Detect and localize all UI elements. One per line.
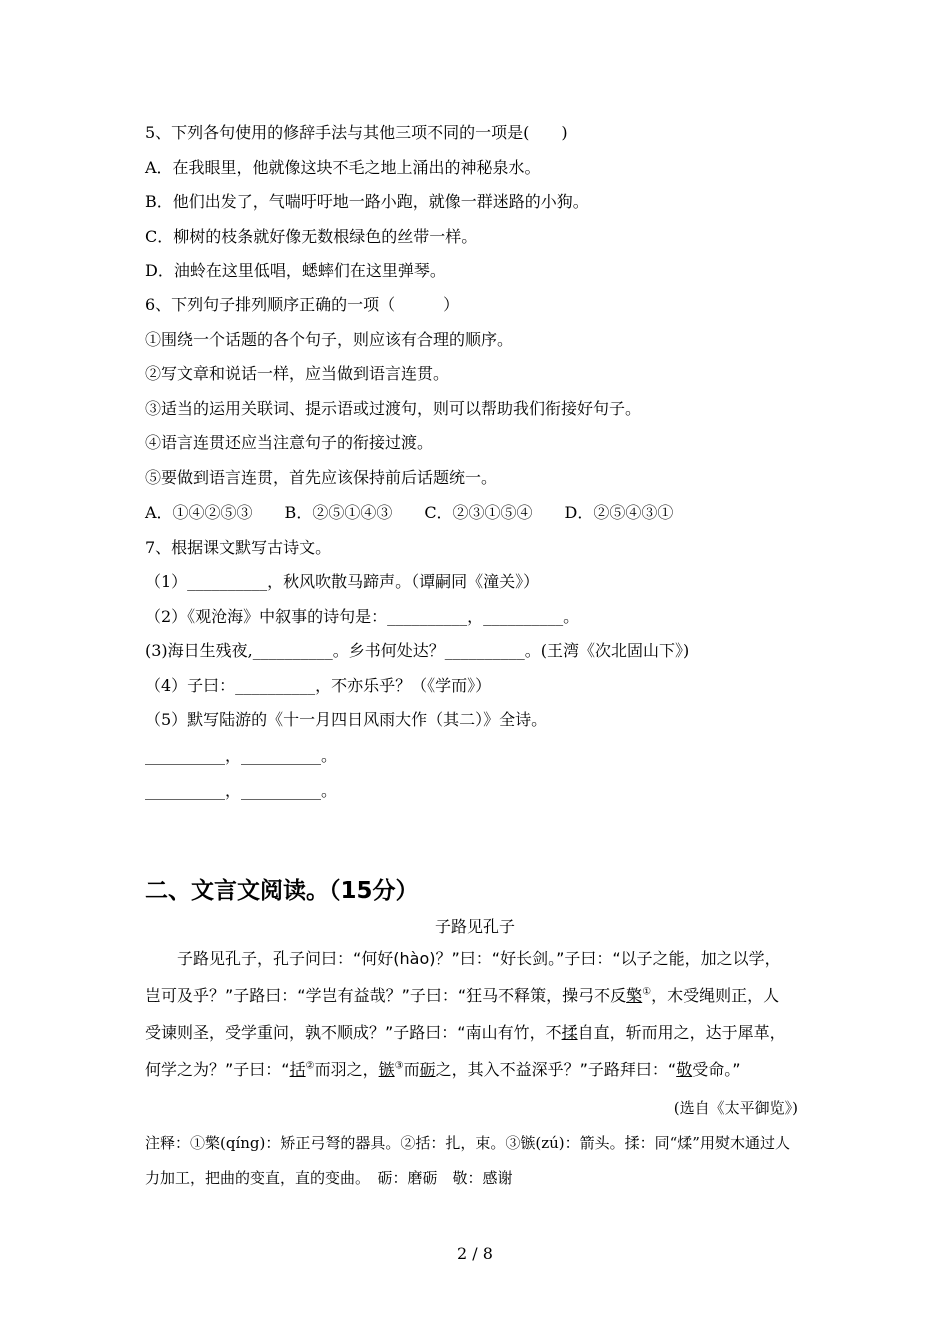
passage-line-2: 岂可及乎？”子路曰：“学岂有益哉？”子曰：“狂马不释策，操弓不反檠①，木受绳则正，人 <box>145 986 780 1005</box>
passage-source: (选自《太平御览》) <box>673 1099 798 1117</box>
footnote-marker: ③ <box>394 1060 404 1072</box>
passage-line-4: 何学之为？”子曰：“括②而羽之，镞③而砺之，其入不益深乎？”子路拜曰：“敬受命。” <box>145 1060 741 1079</box>
q6-sentence-4: ④语言连贯还应当注意句子的衔接过渡。 <box>145 433 434 452</box>
section-heading: 二、文言文阅读。（15分） <box>145 878 419 904</box>
annotated-word: 镞 <box>378 1060 395 1079</box>
q6-options: A．①④②⑤③ B．②⑤①④③ C．②③①⑤④ D．②⑤④③① <box>145 503 674 522</box>
passage-line-3: 受谏则圣，受学重问，孰不顺成？”子路曰：“南山有竹，不揉自直，斩而用之，达于犀革， <box>145 1023 786 1042</box>
q6-stem: 6、下列句子排列顺序正确的一项（ ） <box>145 295 460 314</box>
annotated-word: 砺 <box>419 1060 436 1079</box>
q7-part-3: (3)海日生残夜,__________。乡书何处达？__________。(王湾《次北固山下》) <box>145 641 690 660</box>
q5-option-b: B．他们出发了，气喘吁吁地一路小跑，就像一群迷路的小狗。 <box>145 192 589 211</box>
q5-option-a: A．在我眼里，他就像这块不毛之地上涌出的神秘泉水。 <box>145 158 541 177</box>
annotation-line-1: 注释：①檠(qíng)：矫正弓弩的器具。②括：扎，束。③镞(zú)：箭头。揉：同“煣”用熨木通过人 <box>145 1134 790 1152</box>
footnote-marker: ① <box>642 986 652 998</box>
annotated-word: 揉 <box>561 1023 578 1042</box>
passage-line-1: 子路见孔子，孔子问曰：“何好(hào)？”曰：“好长剑。”子曰：“以子之能，加之以学， <box>177 949 781 968</box>
q6-sentence-3: ③适当的运用关联词、提示语或过渡句，则可以帮助我们衔接好句子。 <box>145 399 642 418</box>
q6-sentence-5: ⑤要做到语言连贯，首先应该保持前后话题统一。 <box>145 468 498 487</box>
q7-part-1: （1）__________，秋风吹散马蹄声。（谭嗣同《潼关》） <box>145 572 540 591</box>
q5-option-c: C．柳树的枝条就好像无数根绿色的丝带一样。 <box>145 227 478 246</box>
annotated-word: 檠 <box>626 986 643 1005</box>
q7-stem: 7、根据课文默写古诗文。 <box>145 538 332 557</box>
q5-stem: 5、下列各句使用的修辞手法与其他三项不同的一项是( ) <box>145 123 568 142</box>
page-number: 2 / 8 <box>457 1244 493 1263</box>
q6-sentence-2: ②写文章和说话一样，应当做到语言连贯。 <box>145 364 450 383</box>
q6-sentence-1: ①围绕一个话题的各个句子，则应该有合理的顺序。 <box>145 330 514 349</box>
q7-part-5: （5）默写陆游的《十一月四日风雨大作（其二）》全诗。 <box>145 710 548 729</box>
passage-title: 子路见孔子 <box>434 917 515 936</box>
annotated-word: 敬 <box>676 1060 693 1079</box>
footnote-marker: ② <box>305 1060 315 1072</box>
q7-blank-line-2: __________，__________。 <box>145 781 338 800</box>
q7-blank-line-1: __________，__________。 <box>145 746 338 765</box>
q7-part-4: （4）子曰：__________，不亦乐乎？（《学而》） <box>145 676 492 695</box>
annotation-line-2: 力加工，把曲的变直，直的变曲。 砺：磨砺 敬：感谢 <box>145 1169 513 1187</box>
q5-option-d: D．油蛉在这里低唱，蟋蟀们在这里弹琴。 <box>145 261 446 280</box>
annotated-word: 括 <box>289 1060 306 1079</box>
q7-part-2: （2）《观沧海》中叙事的诗句是：__________，__________。 <box>145 607 580 626</box>
